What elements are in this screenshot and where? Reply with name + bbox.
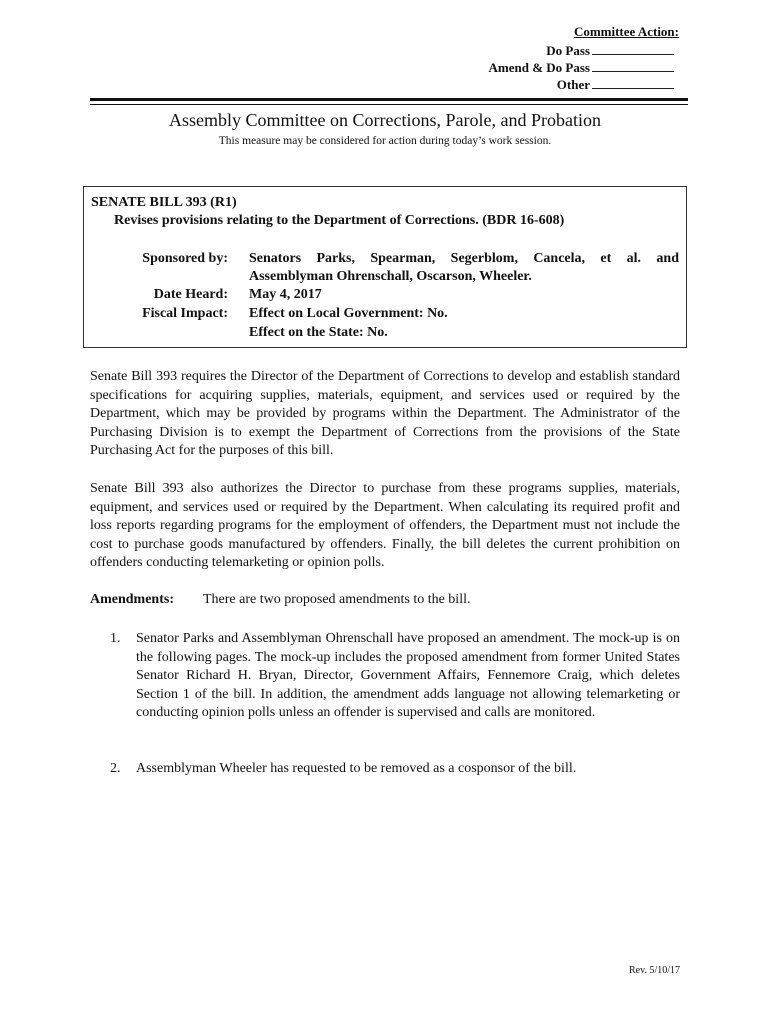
bill-subtitle: Revises provisions relating to the Department of Corrections. (BDR 16-608) (114, 213, 565, 228)
header-rule-thick (90, 98, 688, 101)
summary-paragraph-1: Senate Bill 393 requires the Director of the Department of Corrections to develop and establish standard specifications for acquiring supplies, materials, equipment, and services used or required by the Department, which may be provided by programs within the Department. The Administrator of the Purchasing Division is to exempt the Department of Corrections from the provisions of the State Purchasing Act for the purposes of this bill. (90, 369, 680, 459)
sponsored-by-label: Sponsored by: (142, 251, 228, 266)
sponsors-line-1: Senators Parks, Spearman, Segerblom, Cancela, et al. and (249, 251, 679, 266)
amend-do-pass-blank (592, 59, 674, 72)
do-pass-line (546, 42, 674, 59)
amendment-text: Senator Parks and Assemblyman Ohrenschall have proposed an amendment. The mock-up is on the following pages. The mock-up includes the proposed amendment from former United States Senator Richard H. Bryan, Director, Government Affairs, Fennemore Craig, which deletes Section 1 of the bill. In addition, the amendment adds language not allowing telemarketing or conducting opinion polls unless an offender is supervised and calls are monitored. (136, 631, 680, 721)
summary-paragraph-2: Senate Bill 393 also authorizes the Director to purchase from these programs supplies, materials, equipment, and services used or required by the Department. When calculating its required profit and loss reports regarding programs for the employment of offenders, the Department must not include the cost to purchase goods manufactured by offenders. Finally, the bill deletes the current prohibition on offenders conducting telemarketing or opinion polls. (90, 481, 680, 571)
header-rule-thin (90, 104, 688, 105)
amendments-intro: There are two proposed amendments to the bill. (203, 592, 471, 607)
fiscal-state: Effect on the State: No. (249, 325, 388, 340)
date-heard-value: May 4, 2017 (249, 287, 322, 302)
committee-name: Assembly Committee on Corrections, Parole, and Probation (169, 110, 601, 130)
amend-do-pass-label: Amend & Do Pass (488, 60, 590, 75)
amendments-label: Amendments: (90, 592, 174, 607)
fiscal-local-government: Effect on Local Government: No. (249, 306, 448, 321)
sponsors-line-2: Assemblyman Ohrenschall, Oscarson, Wheeler. (249, 269, 532, 284)
bill-summary-box (83, 186, 687, 348)
amendment-number: 2. (110, 761, 121, 776)
bill-title: SENATE BILL 393 (R1) (91, 195, 237, 210)
revision-date: Rev. 5/10/17 (628, 965, 680, 976)
other-label: Other (556, 77, 590, 92)
amendment-text: Assemblyman Wheeler has requested to be removed as a cosponsor of the bill. (136, 761, 577, 776)
fiscal-impact-label: Fiscal Impact: (142, 306, 228, 321)
other-blank (592, 76, 674, 89)
date-heard-label: Date Heard: (153, 287, 228, 302)
committee-action-title: Committee Action: (573, 24, 679, 39)
do-pass-label: Do Pass (546, 43, 590, 58)
other-line (557, 76, 674, 93)
work-session-note: This measure may be considered for action during today’s work session. (218, 135, 552, 147)
amendment-number: 1. (110, 631, 121, 646)
do-pass-blank (592, 42, 674, 55)
amend-do-pass-line (489, 59, 674, 76)
